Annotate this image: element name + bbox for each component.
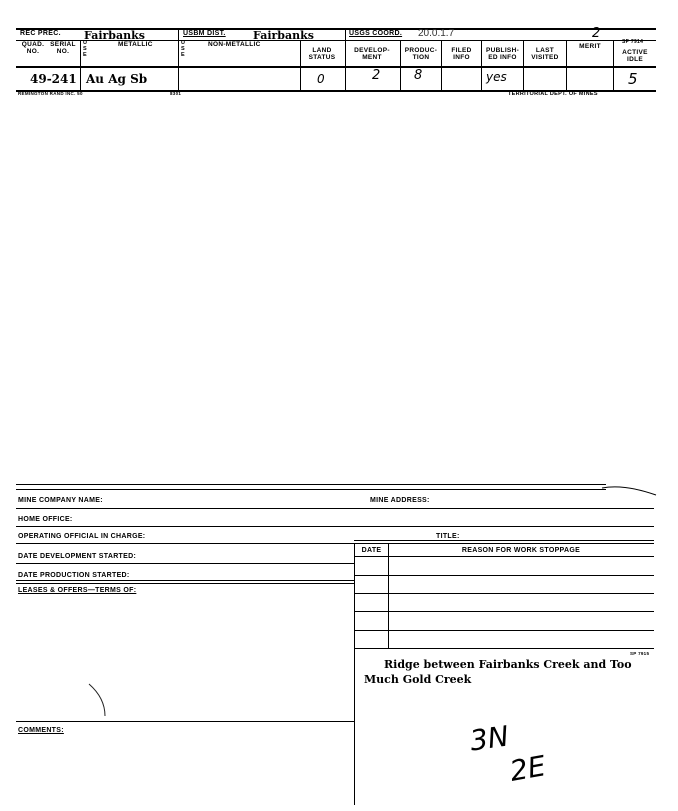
mine-address-label: MINE ADDRESS:: [370, 497, 430, 504]
handwritten-note-township: 3N: [467, 719, 511, 758]
metallic-value: Au Ag Sb: [86, 72, 148, 86]
comments-label: COMMENTS:: [18, 727, 64, 734]
rec-prec-value: Fairbanks: [84, 29, 145, 42]
col-metallic: METALLIC: [118, 41, 153, 48]
land-status-value: 0: [317, 72, 325, 86]
form-number-top: SP 7914: [622, 39, 644, 45]
col-published-info: PUBLISH-ED INFO: [485, 47, 520, 61]
usgs-coord-label: USGS COORD.: [349, 30, 403, 37]
rec-prec-label: REC PREC.: [20, 30, 61, 37]
date-production-started-label: DATE PRODUCTION STARTED:: [18, 572, 130, 579]
col-merit: MERIT: [579, 43, 601, 50]
home-office-label: HOME OFFICE:: [18, 516, 73, 523]
production-value: 8: [414, 68, 423, 83]
col-land-status: LAND STATUS: [308, 47, 336, 61]
col-non-metallic: NON-METALLIC: [208, 41, 261, 48]
location-description: Ridge between Fairbanks Creek and Too Much Gold Creek: [364, 658, 632, 686]
usbm-dist-value: Fairbanks: [253, 29, 314, 42]
development-value: 2: [372, 68, 381, 83]
operating-official-label: OPERATING OFFICIAL IN CHARGE:: [18, 533, 146, 540]
active-idle-value: 5: [628, 70, 638, 88]
usgs-coord-value: 20.0.1.7: [418, 28, 455, 39]
corner-mark: 2: [592, 26, 601, 41]
col-active-idle: ACTIVE IDLE: [622, 49, 648, 63]
stoppage-reason-header: REASON FOR WORK STOPPAGE: [461, 547, 581, 554]
curled-corner: [600, 480, 660, 500]
col-quad-no: QUAD. NO.: [21, 41, 45, 55]
col-serial-no: SERIAL NO.: [50, 41, 76, 55]
col-production: PRODUC-TION: [404, 47, 438, 61]
top-footer-right: TERRITORIAL DEPT. OF MINES: [508, 91, 598, 97]
col-use-code-metallic: U S E: [83, 40, 88, 58]
leases-offers-label: LEASES & OFFERS—TERMS OF:: [18, 587, 137, 594]
col-development: DEVELOP-MENT: [354, 47, 390, 61]
date-development-started-label: DATE DEVELOPMENT STARTED:: [18, 553, 137, 560]
title-label: TITLE:: [436, 533, 460, 540]
col-filed-info: FILED INFO: [451, 47, 472, 61]
usbm-dist-label: USBM DIST.: [183, 30, 226, 37]
col-use-code-non-metallic: U S E: [181, 40, 186, 58]
top-footer-left: REMINGTON RAND INC. 50: [18, 91, 83, 96]
published-info-value: yes: [486, 70, 507, 84]
top-footer-code: 8301: [170, 91, 182, 96]
handwritten-note-range: 2E: [507, 749, 549, 788]
stray-pencil-mark: [85, 680, 115, 720]
col-last-visited: LAST VISITED: [531, 47, 559, 61]
stoppage-date-header: DATE: [361, 547, 382, 554]
quad-serial-value: 49-241: [30, 72, 77, 86]
mine-company-name-label: MINE COMPANY NAME:: [18, 497, 103, 504]
form-number-bottom: SP 7915: [630, 651, 650, 656]
